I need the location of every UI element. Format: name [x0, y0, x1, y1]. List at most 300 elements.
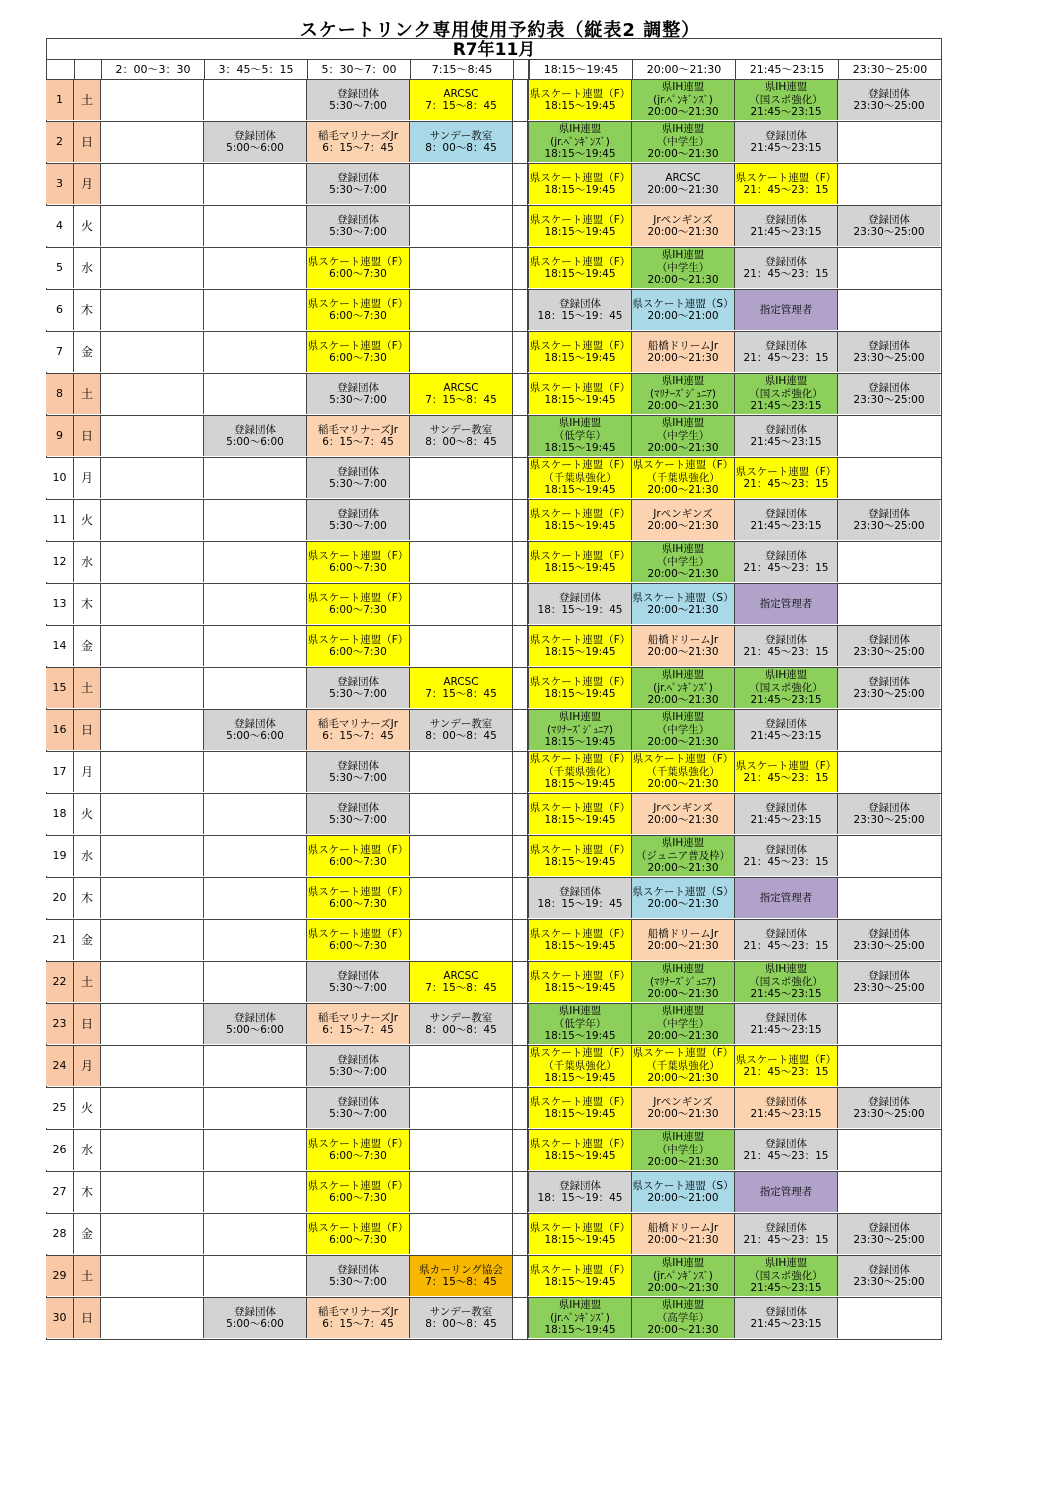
booking-cell [306, 584, 409, 624]
booking-cell [528, 206, 631, 246]
booking-detail: 6：15～7：45 [322, 730, 394, 742]
column-gap [512, 458, 528, 499]
booking-detail: 21：45～23：15 [743, 1150, 829, 1162]
booking-name: 県IH連盟 [764, 1257, 808, 1270]
booking-detail: （国スポ強化） [749, 681, 823, 694]
booking-detail: （中学生） [656, 1143, 710, 1156]
empty-cell [203, 920, 306, 960]
booking-name: 県スケート連盟（F） [307, 885, 409, 898]
booking-detail: 20:00～21:30 [647, 352, 719, 364]
booking-detail: 20:00～21:30 [647, 484, 719, 497]
booking-detail: 6:00～7:30 [329, 604, 387, 616]
booking-name: 県IH連盟 [661, 1257, 705, 1270]
booking-cell [306, 1088, 409, 1128]
booking-name: 稲毛マリナーズJr [317, 1011, 399, 1024]
empty-cell [100, 1256, 203, 1296]
empty-cell [837, 836, 940, 876]
booking-cell [631, 1172, 734, 1212]
booking-cell [203, 122, 306, 162]
booking-name: 県IH連盟 [558, 123, 602, 136]
booking-cell [837, 374, 940, 414]
booking-detail: 21：45～23：15 [743, 184, 829, 196]
empty-cell [409, 626, 512, 666]
booking-cell [306, 1256, 409, 1296]
weekday: 金 [73, 920, 100, 960]
booking-cell [306, 1298, 409, 1338]
day-number: 17 [46, 752, 73, 792]
booking-cell [528, 626, 631, 666]
booking-detail: 18:15～19:45 [544, 100, 616, 112]
booking-detail: 23:30～25:00 [853, 100, 925, 112]
booking-name: 登録団体 [559, 297, 601, 310]
booking-name: 登録団体 [337, 759, 379, 772]
booking-name: 登録団体 [765, 1011, 807, 1024]
booking-detail: 21:45～23:15 [750, 142, 822, 154]
day-number: 8 [46, 374, 73, 414]
booking-detail: 5:00～6:00 [226, 142, 284, 154]
header-blank [74, 60, 101, 79]
booking-name: 県スケート連盟（F） [529, 675, 631, 688]
booking-detail: 23:30～25:00 [853, 352, 925, 364]
booking-detail: 21:45～23:15 [750, 226, 822, 238]
booking-name: 県スケート連盟（F） [529, 381, 631, 394]
booking-cell [734, 290, 837, 330]
empty-cell [203, 248, 306, 288]
column-gap [512, 1214, 528, 1255]
booking-detail: 18:15～19:45 [544, 1072, 616, 1085]
booking-name: 登録団体 [337, 801, 379, 814]
day-number: 9 [46, 416, 73, 456]
empty-cell [100, 626, 203, 666]
day-number: 3 [46, 164, 73, 204]
booking-cell [631, 206, 734, 246]
booking-detail: 6:00～7:30 [329, 1192, 387, 1204]
booking-cell [631, 626, 734, 666]
table-row [46, 164, 942, 206]
booking-detail: 7：15～8：45 [425, 394, 497, 406]
booking-cell [528, 1298, 631, 1338]
empty-cell [837, 290, 940, 330]
booking-detail: (ﾏﾘﾅｰｽﾞｼﾞｭﾆｱ) [650, 387, 716, 400]
booking-cell [734, 626, 837, 666]
booking-name: 県スケート連盟（F） [735, 1053, 837, 1066]
table-row [46, 80, 942, 122]
empty-cell [837, 164, 940, 204]
booking-detail: （国スポ強化） [749, 387, 823, 400]
empty-cell [837, 248, 940, 288]
booking-name: 県スケート連盟（F） [307, 1221, 409, 1234]
empty-cell [203, 374, 306, 414]
empty-cell [100, 458, 203, 498]
booking-name: ARCSC [665, 171, 701, 184]
empty-cell [837, 1172, 940, 1212]
day-number: 15 [46, 668, 73, 708]
booking-detail: 6:00～7:30 [329, 562, 387, 574]
column-gap [512, 794, 528, 835]
table-row [46, 290, 942, 332]
booking-cell [306, 248, 409, 288]
booking-detail: 18:15～19:45 [544, 520, 616, 532]
table-row [46, 416, 942, 458]
booking-name: 登録団体 [765, 843, 807, 856]
booking-detail: 23:30～25:00 [853, 520, 925, 532]
booking-name: 県スケート連盟（F） [529, 1263, 631, 1276]
booking-cell [306, 374, 409, 414]
booking-cell [631, 416, 734, 456]
column-gap [512, 1130, 528, 1171]
booking-detail: 20:00～21:30 [647, 274, 719, 287]
booking-name: 船橋ドリームJr [647, 1221, 719, 1234]
weekday: 土 [73, 1256, 100, 1296]
booking-cell [203, 1004, 306, 1044]
empty-cell [100, 500, 203, 540]
empty-cell [203, 1214, 306, 1254]
booking-detail: 5:00～6:00 [226, 1318, 284, 1330]
day-number: 25 [46, 1088, 73, 1128]
booking-name: 県スケート連盟（F） [307, 339, 409, 352]
booking-detail: 21：45～23：15 [743, 940, 829, 952]
weekday: 土 [73, 668, 100, 708]
booking-name: 県スケート連盟（F） [632, 1047, 734, 1060]
empty-cell [409, 794, 512, 834]
booking-detail: 20:00～21:30 [647, 736, 719, 749]
empty-cell [203, 668, 306, 708]
booking-cell [837, 1214, 940, 1254]
empty-cell [409, 836, 512, 876]
booking-cell [306, 80, 409, 120]
booking-cell [631, 1130, 734, 1170]
booking-cell [306, 878, 409, 918]
booking-name: 県IH連盟 [661, 837, 705, 850]
booking-name: 県スケート連盟（F） [529, 969, 631, 982]
booking-cell [837, 962, 940, 1002]
booking-detail: （ジュニア普及枠） [635, 849, 731, 862]
booking-cell [837, 794, 940, 834]
booking-detail: 20:00～21:30 [647, 1072, 719, 1085]
booking-cell [306, 752, 409, 792]
booking-name: 県スケート連盟（F） [529, 927, 631, 940]
booking-detail: 20:00～21:30 [647, 862, 719, 875]
table-row [46, 458, 942, 500]
booking-name: 登録団体 [868, 633, 910, 646]
empty-cell [100, 122, 203, 162]
booking-name: 登録団体 [868, 675, 910, 688]
booking-detail: 21：45～23：15 [743, 646, 829, 658]
day-number: 10 [46, 458, 73, 498]
booking-cell [306, 542, 409, 582]
booking-detail: 18:15～19:45 [544, 226, 616, 238]
booking-name: 県スケート連盟（S） [632, 1179, 734, 1192]
booking-cell [528, 1130, 631, 1170]
booking-cell [837, 920, 940, 960]
column-gap [512, 374, 528, 415]
booking-detail: （中学生） [656, 555, 710, 568]
booking-cell [528, 710, 631, 750]
booking-detail: 5:30～7:00 [329, 478, 387, 490]
booking-cell [203, 710, 306, 750]
weekday: 日 [73, 1298, 100, 1338]
day-number: 26 [46, 1130, 73, 1170]
booking-cell [203, 1298, 306, 1338]
empty-cell [203, 962, 306, 1002]
booking-name: 登録団体 [337, 1263, 379, 1276]
weekday: 日 [73, 710, 100, 750]
booking-name: 登録団体 [337, 507, 379, 520]
booking-name: 船橋ドリームJr [647, 339, 719, 352]
booking-detail: 18:15～19:45 [544, 1324, 616, 1337]
empty-cell [837, 458, 940, 498]
booking-detail: 20:00～21:30 [647, 106, 719, 119]
empty-cell [203, 1172, 306, 1212]
booking-cell [631, 710, 734, 750]
booking-name: 県スケート連盟（F） [529, 339, 631, 352]
booking-name: 登録団体 [765, 255, 807, 268]
booking-detail: 18:15～19:45 [544, 940, 616, 952]
booking-cell [734, 1214, 837, 1254]
column-gap [512, 248, 528, 289]
booking-detail: （中学生） [656, 429, 710, 442]
table-row [46, 332, 942, 374]
booking-cell [734, 962, 837, 1002]
column-gap [512, 1298, 528, 1339]
booking-name: 稲毛マリナーズJr [317, 423, 399, 436]
booking-cell [734, 668, 837, 708]
column-gap [512, 164, 528, 205]
booking-cell [837, 80, 940, 120]
table-row [46, 542, 942, 584]
booking-detail: （高学年） [656, 1311, 710, 1324]
empty-cell [837, 584, 940, 624]
booking-cell [528, 500, 631, 540]
booking-detail: 21:45～23:15 [750, 1024, 822, 1036]
empty-cell [203, 332, 306, 372]
booking-detail: （国スポ強化） [749, 1269, 823, 1282]
booking-name: 登録団体 [337, 213, 379, 226]
booking-name: 県IH連盟 [558, 711, 602, 724]
booking-detail: 5:30～7:00 [329, 982, 387, 994]
booking-detail: （中学生） [656, 1017, 710, 1030]
table-row [46, 668, 942, 710]
table-row [46, 710, 942, 752]
booking-detail: 5:00～6:00 [226, 436, 284, 448]
booking-cell [528, 1172, 631, 1212]
booking-detail: （国スポ強化） [749, 975, 823, 988]
booking-name: 県カーリング協会 [419, 1263, 503, 1276]
booking-name: 登録団体 [868, 381, 910, 394]
booking-detail: 6：15～7：45 [322, 142, 394, 154]
booking-detail: 5:30～7:00 [329, 1066, 387, 1078]
column-gap [512, 1172, 528, 1213]
weekday: 金 [73, 626, 100, 666]
booking-name: サンデー教室 [429, 1011, 493, 1024]
booking-detail: 8：00～8：45 [425, 142, 497, 154]
booking-name: 県スケート連盟（F） [529, 507, 631, 520]
booking-cell [631, 962, 734, 1002]
booking-cell [837, 626, 940, 666]
booking-name: 県IH連盟 [661, 417, 705, 430]
booking-detail: 18:15～19:45 [544, 442, 616, 455]
booking-cell [528, 920, 631, 960]
booking-name: 登録団体 [868, 1221, 910, 1234]
booking-cell [203, 416, 306, 456]
empty-cell [100, 290, 203, 330]
booking-name: 県スケート連盟（S） [632, 297, 734, 310]
booking-name: Jrペンギンズ [653, 1095, 713, 1108]
month-banner: R7年11月 [46, 38, 942, 60]
booking-cell [306, 1004, 409, 1044]
booking-detail: 7：15～8：45 [425, 688, 497, 700]
time-slot-header-1: 2：00～3：30 [101, 60, 204, 79]
booking-cell [528, 332, 631, 372]
booking-name: 県スケート連盟（S） [632, 591, 734, 604]
booking-cell [306, 500, 409, 540]
booking-detail: 20:00～21:30 [647, 898, 719, 910]
booking-detail: (jr.ﾍﾟﾝｷﾞﾝｽﾞ) [653, 1269, 713, 1282]
weekday: 木 [73, 1172, 100, 1212]
empty-cell [837, 416, 940, 456]
booking-detail: 18:15～19:45 [544, 148, 616, 161]
booking-detail: 23:30～25:00 [853, 1234, 925, 1246]
booking-detail: 18:15～19:45 [544, 1150, 616, 1162]
booking-cell [734, 836, 837, 876]
weekday: 日 [73, 1004, 100, 1044]
booking-detail: 21:45～23:15 [750, 1108, 822, 1120]
booking-cell [528, 80, 631, 120]
booking-name: 登録団体 [234, 129, 276, 142]
booking-detail: (jr.ﾍﾟﾝｷﾞﾝｽﾞ) [550, 1311, 610, 1324]
booking-detail: 20:00～21:30 [647, 520, 719, 532]
day-number: 16 [46, 710, 73, 750]
booking-name: 登録団体 [559, 885, 601, 898]
time-slot-header-5: 18:15～19:45 [529, 60, 632, 79]
booking-cell [528, 584, 631, 624]
day-number: 12 [46, 542, 73, 582]
booking-detail: （中学生） [656, 723, 710, 736]
booking-name: 県スケート連盟（F） [307, 591, 409, 604]
booking-detail: 20:00～21:30 [647, 568, 719, 581]
weekday: 火 [73, 206, 100, 246]
booking-detail: 21:45～23:15 [750, 520, 822, 532]
empty-cell [409, 542, 512, 582]
day-number: 1 [46, 80, 73, 120]
booking-detail: 21：45～23：15 [743, 1066, 829, 1078]
booking-name: 登録団体 [868, 507, 910, 520]
booking-detail: 18:15～19:45 [544, 646, 616, 658]
time-slot-header-6: 20:00～21:30 [632, 60, 735, 79]
booking-cell [734, 542, 837, 582]
booking-name: 県IH連盟 [661, 81, 705, 94]
booking-name: 県スケート連盟（F） [529, 843, 631, 856]
booking-name: 県スケート連盟（F） [529, 1047, 631, 1060]
booking-detail: 21:45～23:15 [750, 730, 822, 742]
booking-cell [306, 290, 409, 330]
empty-cell [203, 752, 306, 792]
booking-name: 県IH連盟 [764, 963, 808, 976]
booking-name: 登録団体 [765, 1137, 807, 1150]
booking-detail: 20:00～21:30 [647, 1234, 719, 1246]
booking-detail: 20:00～21:30 [647, 694, 719, 707]
column-gap [512, 290, 528, 331]
booking-name: 登録団体 [765, 1221, 807, 1234]
booking-detail: 21:45～23:15 [750, 988, 822, 1001]
booking-detail: 18:15～19:45 [544, 856, 616, 868]
column-gap [512, 1256, 528, 1297]
booking-cell [734, 248, 837, 288]
booking-detail: 23:30～25:00 [853, 1276, 925, 1288]
empty-cell [203, 458, 306, 498]
booking-cell [631, 878, 734, 918]
booking-cell [631, 1214, 734, 1254]
booking-name: 登録団体 [559, 1179, 601, 1192]
column-gap [512, 668, 528, 709]
booking-cell [837, 206, 940, 246]
booking-detail: 6：15～7：45 [322, 1318, 394, 1330]
booking-detail: 5:30～7:00 [329, 1276, 387, 1288]
booking-detail: 21:45～23:15 [750, 814, 822, 826]
table-row [46, 1256, 942, 1298]
column-gap [512, 752, 528, 793]
booking-cell [528, 878, 631, 918]
empty-cell [409, 878, 512, 918]
booking-name: 登録団体 [234, 1011, 276, 1024]
booking-detail: 5:30～7:00 [329, 184, 387, 196]
booking-detail: 6:00～7:30 [329, 310, 387, 322]
table-row [46, 626, 942, 668]
booking-detail: 5:30～7:00 [329, 814, 387, 826]
booking-name: サンデー教室 [429, 129, 493, 142]
table-row [46, 836, 942, 878]
booking-detail: 18:15～19:45 [544, 736, 616, 749]
booking-detail: 21：45～23：15 [743, 478, 829, 490]
booking-name: Jrペンギンズ [653, 507, 713, 520]
booking-name: 県スケート連盟（F） [529, 87, 631, 100]
booking-name: 県スケート連盟（F） [529, 1095, 631, 1108]
booking-detail: 7：15～8：45 [425, 100, 497, 112]
column-gap [512, 920, 528, 961]
booking-cell [631, 248, 734, 288]
reservation-sheet [46, 38, 942, 1340]
booking-detail: 20:00～21:30 [647, 184, 719, 196]
booking-detail: 6:00～7:30 [329, 646, 387, 658]
column-gap [512, 542, 528, 583]
booking-detail: 18:15～19:45 [544, 982, 616, 994]
booking-cell [631, 920, 734, 960]
booking-cell [409, 374, 512, 414]
booking-detail: (jr.ﾍﾟﾝｷﾞﾝｽﾞ) [653, 93, 713, 106]
booking-name: 県スケート連盟（F） [529, 633, 631, 646]
booking-name: 登録団体 [337, 675, 379, 688]
booking-cell [734, 1256, 837, 1296]
booking-detail: 23:30～25:00 [853, 394, 925, 406]
booking-detail: 18：15～19：45 [537, 1192, 623, 1204]
empty-cell [100, 332, 203, 372]
booking-detail: 20:00～21:30 [647, 400, 719, 413]
booking-name: 登録団体 [765, 549, 807, 562]
booking-name: 県IH連盟 [661, 1299, 705, 1312]
empty-cell [100, 1088, 203, 1128]
booking-name: 県IH連盟 [661, 123, 705, 136]
booking-name: 稲毛マリナーズJr [317, 129, 399, 142]
booking-cell [306, 836, 409, 876]
booking-name: 県IH連盟 [558, 1299, 602, 1312]
header-gap [513, 60, 529, 79]
booking-detail: 18:15～19:45 [544, 778, 616, 791]
booking-detail: 5:30～7:00 [329, 394, 387, 406]
booking-name: 県スケート連盟（F） [307, 549, 409, 562]
empty-cell [409, 584, 512, 624]
booking-cell [306, 416, 409, 456]
booking-detail: 20:00～21:30 [647, 1324, 719, 1337]
